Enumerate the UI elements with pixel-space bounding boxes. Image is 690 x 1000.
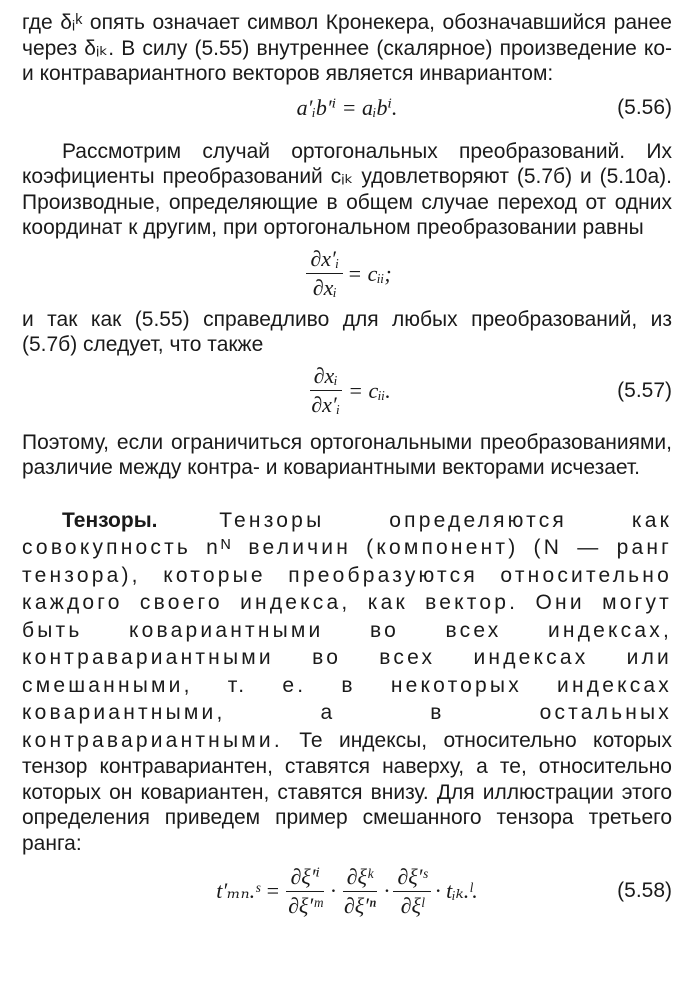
document-page — [22, 10, 672, 924]
fraction-denominator: ∂x′ᵢ — [311, 392, 341, 417]
fraction-numerator: ∂ξ′ⁱ — [286, 864, 324, 892]
equation-orthogonal-derivative — [22, 241, 672, 307]
fraction-derivative-inverse — [307, 363, 344, 418]
equation-5-56-body: a′ᵢb′ⁱ = aᵢbⁱ. — [296, 94, 398, 120]
paragraph-orthogonal: Рассмотрим случай ортогональных преобразований. Их коэфициенты преобразований cᵢₖ удовлетворяют (5.7б) и (5.10а). Производные, определяющие в общем случае переход от одних координат к другим, при ортогональном преобразовании равны — [22, 139, 672, 239]
fraction-denominator: ∂xᵢ — [312, 275, 337, 300]
equation-5-58 — [22, 858, 672, 924]
fraction-numerator: ∂ξ′ˢ — [393, 864, 431, 892]
fraction-derivative — [306, 246, 343, 301]
tensor-definition-normal: Те индексы, относительно которых тензор контравариантен, ставятся наверху, а те, относительно которых он ковариантен, ставятся внизу. Для иллюстрации этого определения приведем пример смешанного тензора третьего ранга: — [22, 728, 672, 855]
paragraph-tensors — [22, 507, 672, 857]
equation-5-56 — [22, 87, 672, 129]
fraction-numerator: ∂x′ᵢ — [306, 246, 343, 274]
equation-5-58-lhs: t′ₘₙ.ˢ = — [216, 878, 281, 903]
fraction-2 — [340, 864, 380, 919]
heading-tensors: Тензоры. — [62, 508, 158, 532]
fraction-1 — [284, 864, 326, 919]
equation-5-57-number: (5.57) — [617, 378, 672, 402]
equation-rhs: = cᵢᵢ; — [347, 260, 392, 286]
equation-5-56-number: (5.56) — [617, 95, 672, 119]
dot-operator: · — [330, 878, 336, 903]
fraction-numerator: ∂ξᵏ — [343, 864, 377, 892]
tensor-definition-spaced: Тензоры определяются как совокупность nᴺ величин (компонент) (N — ранг тензора), которые преобразуются относительно каждого своего индекса, как вектор. Они могут быть ковариантными во всех индексах, контравариантными во всех индексах или смешанными, т. е. в некоторых индексах ковариантными, а в остальных контравариантными. — [22, 508, 673, 752]
dot-operator: · — [383, 878, 390, 903]
equation-5-58-tail: · tᵢₖ.ˡ. — [435, 878, 478, 903]
fraction-numerator: ∂xᵢ — [310, 363, 342, 391]
fraction-denominator: ∂ξ′ⁿ — [343, 892, 376, 918]
equation-5-58-number: (5.58) — [617, 879, 672, 902]
fraction-3 — [393, 864, 431, 919]
equation-rhs: = cᵢᵢ. — [348, 377, 391, 403]
equation-5-57 — [22, 358, 672, 424]
fraction-denominator: ∂ξˡ — [400, 892, 424, 918]
paragraph-kronecker: где δᵢᵏ опять означает символ Кронекера, обозначавшийся ранее через δᵢₖ. В силу (5.55) внутреннее (скалярное) произведение ко- и контравариантного векторов является инвариантом: — [22, 11, 672, 85]
fraction-denominator: ∂ξ′ᵐ — [288, 892, 323, 918]
paragraph-since: и так как (5.55) справедливо для любых преобразований, из (5.7б) следует, что также — [22, 307, 672, 356]
paragraph-conclusion: Поэтому, если ограничиться ортогональными преобразованиями, различие между контра- и ковариантными векторами исчезает. — [22, 430, 672, 479]
